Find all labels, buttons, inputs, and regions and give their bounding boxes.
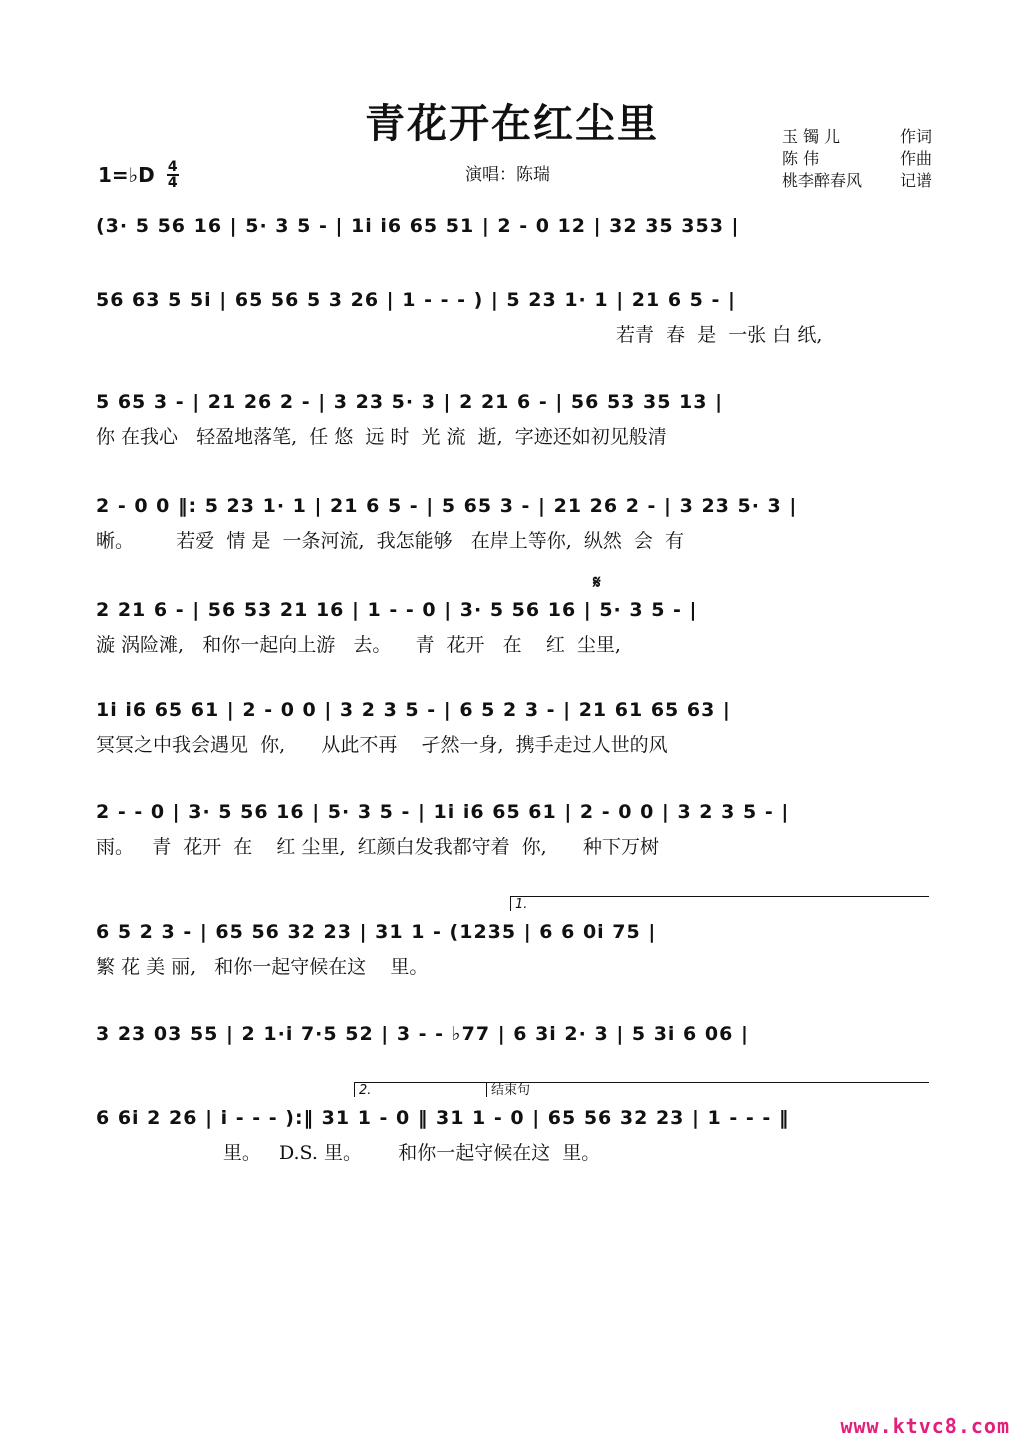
time-signature xyxy=(167,160,179,190)
lyrics-line xyxy=(96,1054,934,1084)
segno-mark: 𝄋 xyxy=(593,572,601,593)
score-line-10 xyxy=(96,1098,934,1168)
score-line-2 xyxy=(96,280,934,350)
score-line-6 xyxy=(96,690,934,760)
lyrics-line: 繁 花 美 丽, 和你一起守候在这 里。 xyxy=(96,956,429,978)
credit-composer xyxy=(782,148,932,170)
lyrics-line: 你 在我心 轻盈地落笔, 任 悠 远 时 光 流 逝, 字迹还如初见般清 xyxy=(96,426,667,448)
lyrics-line: 里。 D.S. 里。 和你一起守候在这 里。 xyxy=(96,1142,601,1164)
score-line-7 xyxy=(96,792,934,862)
notation-line: (3· 5 56 16 | 5· 3 5 - | 1i i6 65 51 | 2 - 0 12 | 32 35 353 | xyxy=(96,215,740,237)
singer-label: 演唱：陈瑞 xyxy=(465,165,550,185)
key-signature xyxy=(98,160,179,190)
credit-role: 作曲 xyxy=(899,149,932,168)
notation-line: 1i i6 65 61 | 2 - 0 0 | 3 2 3 5 - | 6 5 2 3 - | 21 61 65 63 | xyxy=(96,699,731,721)
lyrics-line xyxy=(96,246,934,276)
score-line-1 xyxy=(96,206,934,276)
credit-name: 桃李醉春风 xyxy=(782,171,863,190)
volta-2-bracket xyxy=(354,1082,487,1097)
song-title: 青花开在红尘里 xyxy=(365,100,659,147)
notation-line: 6 6i 2 26 | i - - - ):‖ 31 1 - 0 ‖ 31 1 - 0 | 65 56 32 23 | 1 - - - ‖ xyxy=(96,1107,790,1129)
notation-line: 2 - - 0 | 3· 5 56 16 | 5· 3 5 - | 1i i6 65 61 | 2 - 0 0 | 3 2 3 5 - | xyxy=(96,801,790,823)
notation-line: 3 23 03 55 | 2 1·i 7·5 52 | 3 - - ♭77 | 6 3i 2· 3 | 5 3i 6 06 | xyxy=(96,1023,749,1045)
lyrics-line: 漩 涡险滩, 和你一起向上游 去。 青 花开 在 红 尘里, xyxy=(96,634,621,656)
notation-line: 56 63 5 5i | 65 56 5 3 26 | 1 - - - ) | 5 23 1· 1 | 21 6 5 - | xyxy=(96,289,736,311)
volta-1-bracket xyxy=(510,896,929,911)
notation-line: 2 21 6 - | 56 53 21 16 | 1 - - 0 | 3· 5 56 16 | 5· 3 5 - | xyxy=(96,599,698,621)
score-line-3 xyxy=(96,382,934,452)
notation-line: 6 5 2 3 - | 65 56 32 23 | 31 1 - (1235 | 6 6 0i 75 | xyxy=(96,921,657,943)
time-signature-bottom: 4 xyxy=(167,175,178,191)
lyrics-line: 若青 春 是 一张 白 纸, xyxy=(616,324,823,346)
lyrics-line: 冥冥之中我会遇见 你, 从此不再 孑然一身, 携手走过人世的风 xyxy=(96,734,668,756)
volta-2-label: 2. xyxy=(359,1083,372,1098)
notation-line: 5 65 3 - | 21 26 2 - | 3 23 5· 3 | 2 21 6 - | 56 53 35 13 | xyxy=(96,391,724,413)
notation-line: 2 - 0 0 ‖: 5 23 1· 1 | 21 6 5 - | 5 65 3 - | 21 26 2 - | 3 23 5· 3 | xyxy=(96,495,798,517)
credits-block xyxy=(782,126,932,192)
credit-name: 玉 镯 儿 xyxy=(782,127,841,146)
score-line-5 xyxy=(96,590,934,660)
credit-transcriber xyxy=(782,170,932,192)
site-watermark: www.ktvc8.com xyxy=(840,1414,1010,1438)
score-line-8 xyxy=(96,912,934,982)
lyrics-line: 晰。 若爱 情 是 一条河流, 我怎能够 在岸上等你, 纵然 会 有 xyxy=(96,530,684,552)
credit-role: 作词 xyxy=(899,127,932,146)
credit-role: 记谱 xyxy=(899,171,932,190)
time-signature-top: 4 xyxy=(167,159,178,175)
score-line-9 xyxy=(96,1014,934,1084)
credit-name: 陈 伟 xyxy=(782,149,820,168)
lyrics-line: 雨。 青 花开 在 红 尘里, 红颜白发我都守着 你, 种下万树 xyxy=(96,836,659,858)
key-label: 1=♭D xyxy=(98,163,155,187)
ending-label: 结束句 xyxy=(491,1083,531,1098)
volta-1-label: 1. xyxy=(515,897,528,912)
score-line-4 xyxy=(96,486,934,556)
credit-lyricist xyxy=(782,126,932,148)
ending-bracket xyxy=(486,1082,929,1097)
